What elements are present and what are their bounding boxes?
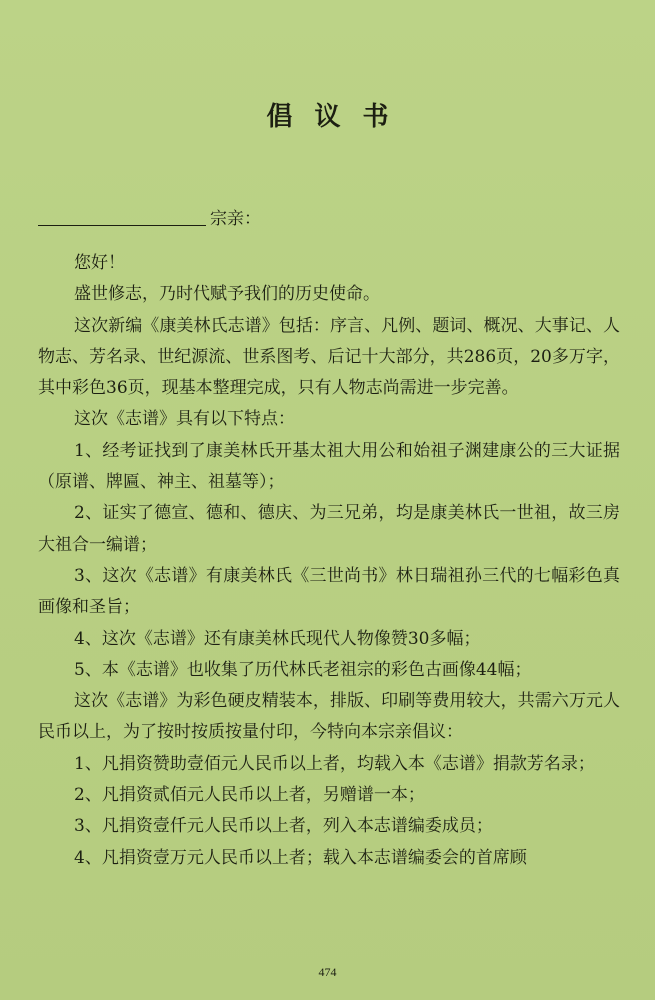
document-body (38, 248, 620, 874)
paragraph: 这次《志谱》为彩色硬皮精装本，排版、印刷等费用较大，共需六万元人民币以上，为了按时按质按量付印，今特向本宗亲倡议： (38, 691, 620, 743)
paragraph: 3、凡捐资壹仟元人民币以上者，列入本志谱编委成员； (74, 816, 493, 837)
page-title: 倡议书 (266, 102, 411, 132)
page-number: 474 (318, 965, 337, 979)
paragraph: 1、经考证找到了康美林氏开基太祖大用公和始祖子渊建康公的三大证据（原谱、牌匾、神主、祖墓等）； (38, 440, 620, 493)
paragraph: 2、证实了德宣、德和、德庆、为三兄弟，均是康美林氏一世祖，故三房大祖合一编谱； (38, 503, 620, 555)
salutation-text: 宗亲： (210, 209, 261, 229)
paragraph: 这次《志谱》具有以下特点： (74, 409, 295, 430)
paragraph: 盛世修志，乃时代赋予我们的历史使命。 (74, 284, 380, 305)
salutation-line (38, 204, 261, 229)
paragraph: 3、这次《志谱》有康美林氏《三世尚书》林日瑞祖孙三代的七幅彩色真画像和圣旨； (38, 565, 620, 618)
paragraph: 2、凡捐资贰佰元人民币以上者，另赠谱一本； (74, 785, 425, 806)
paragraph: 您好！ (74, 253, 125, 273)
paragraph: 4、凡捐资壹万元人民币以上者；载入本志谱编委会的首席顾 (74, 847, 527, 868)
name-blank-line (38, 207, 206, 226)
paragraph: 这次新编《康美林氏志谱》包括：序言、凡例、题词、概况、大事记、人物志、芳名录、世纪源流、世系图考、后记十大部分，共286页，20多万字，其中彩色36页，现基本整理完成，只有人物志尚需进一步完善。 (38, 315, 620, 399)
paragraph: 1、凡捐资赞助壹佰元人民币以上者，均载入本《志谱》捐款芳名录； (74, 753, 595, 774)
paragraph: 5、本《志谱》也收集了历代林氏老祖宗的彩色古画像44幅； (74, 659, 532, 680)
paragraph: 4、这次《志谱》还有康美林氏现代人物像赞30多幅； (74, 628, 481, 649)
